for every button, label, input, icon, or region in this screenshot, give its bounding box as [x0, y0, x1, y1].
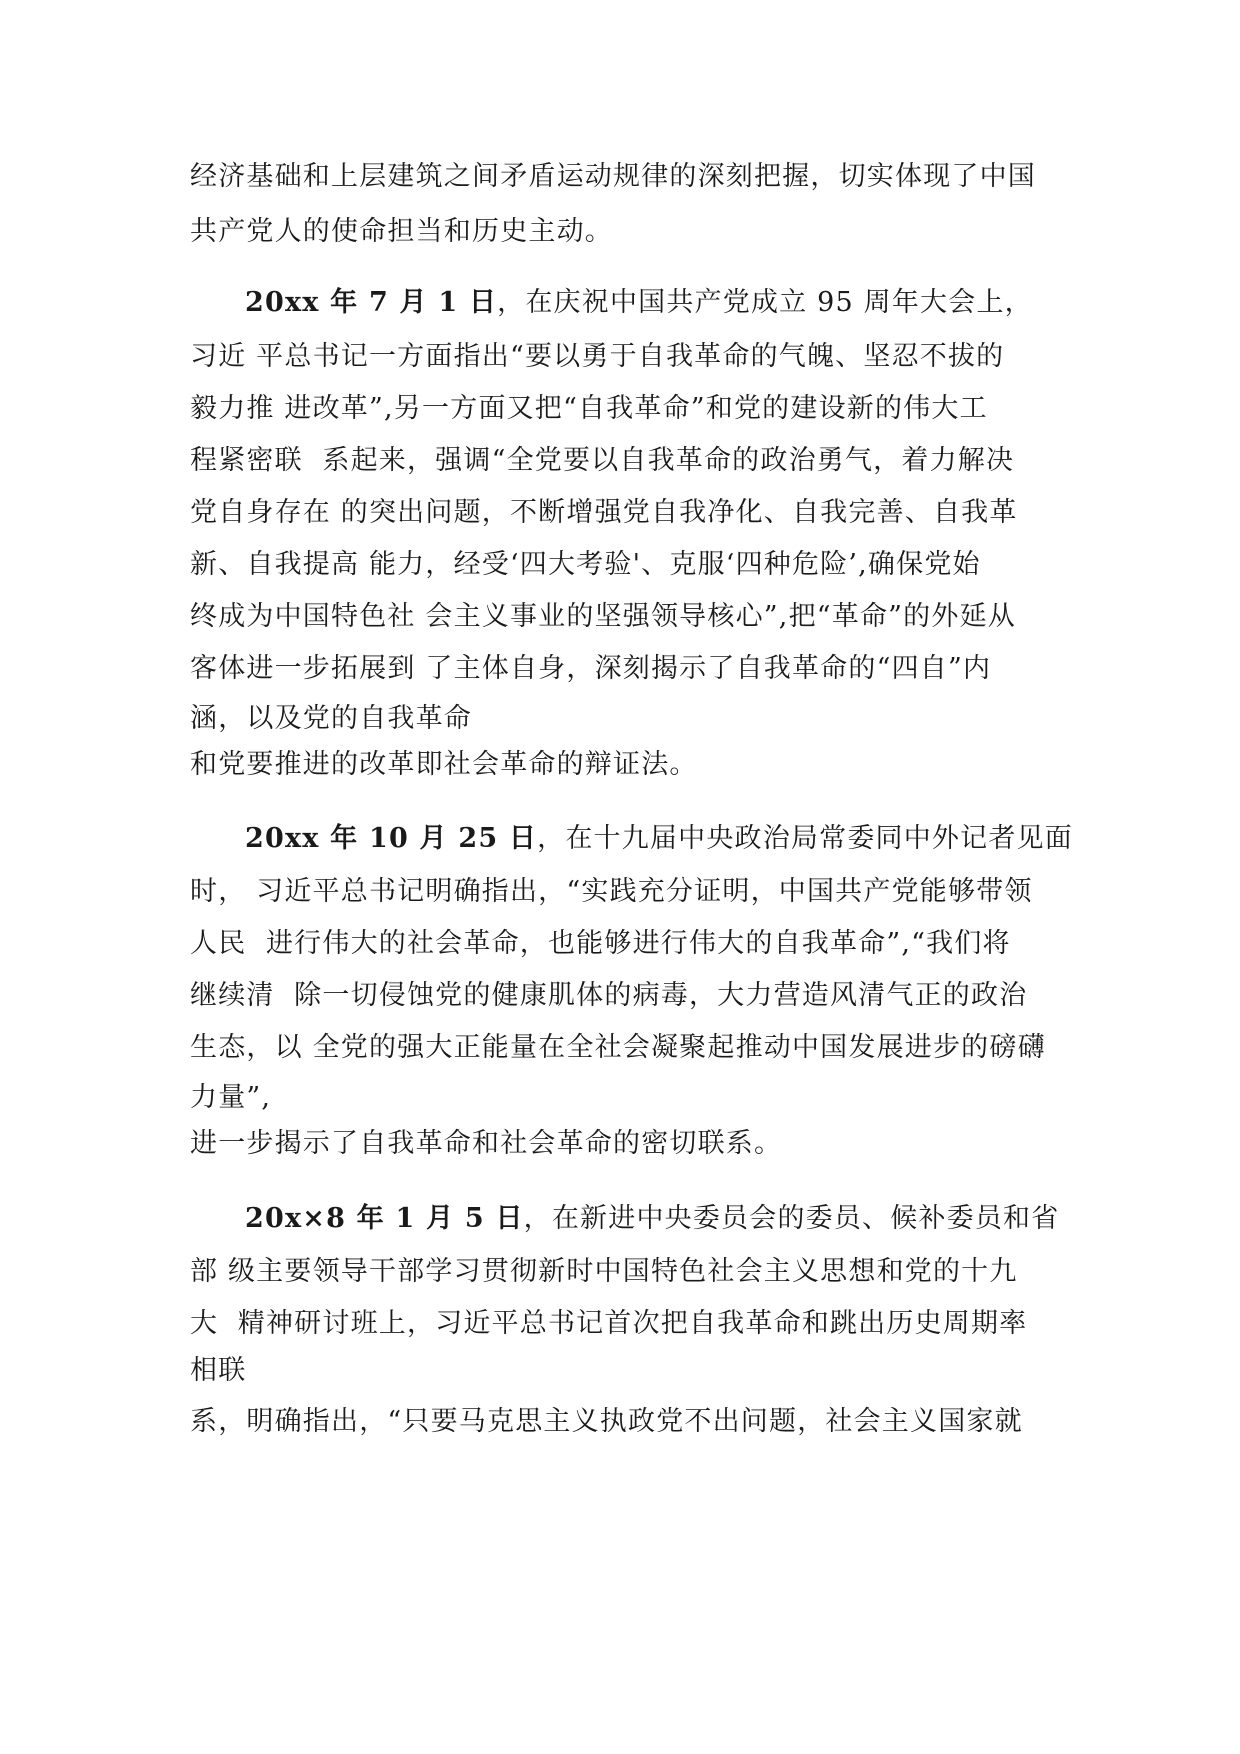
text-line: 大 精神研讨班上，习近平总书记首次把自我革命和跳出历史周期率: [190, 1308, 1028, 1339]
text-line: 程紧密联 系起来，强调“全党要以自我革命的政治勇气，着力解决: [190, 445, 1015, 476]
text-line: 人民 进行伟大的社会革命，也能够进行伟大的自我革命”,“我们将: [190, 928, 1011, 959]
text-span: ，在十九届中央政治局常委同中外记者见面: [537, 823, 1073, 854]
date-lead: 20x×8 年 1 月 5 日: [245, 1203, 524, 1234]
text-line: 涵，以及党的自我革命: [190, 703, 472, 734]
text-span: ，在庆祝中国共产党成立 95 周年大会上，: [497, 287, 1033, 318]
paragraph-first-line: [245, 823, 1073, 855]
text-line: 习近 平总书记一方面指出“要以勇于自我革命的气魄、坚忍不拔的: [190, 341, 1005, 372]
text-line: 和党要推进的改革即社会革命的辩证法。: [190, 749, 698, 780]
text-line: 部 级主要领导干部学习贯彻新时中国特色社会主义思想和党的十九: [190, 1256, 1018, 1287]
paragraph-first-line: [245, 1203, 1059, 1235]
text-line: 党自身存在 的突出问题，不断增强党自我净化、自我完善、自我革: [190, 497, 1018, 528]
text-line: 新、自我提高 能力，经受‘四大考验'、克服‘四种危险’,确保党始: [190, 549, 981, 580]
text-line: 系，明确指出，“只要马克思主义执政党不出问题，社会主义国家就: [190, 1406, 1023, 1437]
text-line: 共产党人的使命担当和历史主动。: [190, 216, 613, 247]
text-line: 经济基础和上层建筑之间矛盾运动规律的深刻把握，切实体现了中国: [190, 161, 1036, 192]
text-line: 毅力推 进改革”,另一方面又把“自我革命”和党的建设新的伟大工: [190, 393, 988, 424]
text-line: 客体进一步拓展到 了主体自身，深刻揭示了自我革命的“四自”内: [190, 653, 992, 684]
text-line: 相联: [190, 1355, 247, 1386]
text-line: 时， 习近平总书记明确指出，“实践充分证明，中国共产党能够带领: [190, 876, 1033, 907]
text-span: ，在新进中央委员会的委员、候补委员和省: [523, 1203, 1060, 1234]
paragraph-first-line: [245, 287, 1033, 319]
text-line: 继续清 除一切侵蚀党的健康肌体的病毒，大力营造风清气正的政治: [190, 980, 1028, 1011]
text-line: 进一步揭示了自我革命和社会革命的密切联系。: [190, 1128, 783, 1159]
date-lead: 20xx 年 7 月 1 日: [245, 287, 498, 318]
text-line: 生态，以 全党的强大正能量在全社会凝聚起推动中国发展进步的磅礴: [190, 1032, 1046, 1063]
date-lead: 20xx 年 10 月 25 日: [245, 823, 538, 854]
text-line: 力量”,: [190, 1082, 272, 1113]
text-line: 终成为中国特色社 会主义事业的坚强领导核心”,把“革命”的外延从: [190, 601, 1016, 632]
